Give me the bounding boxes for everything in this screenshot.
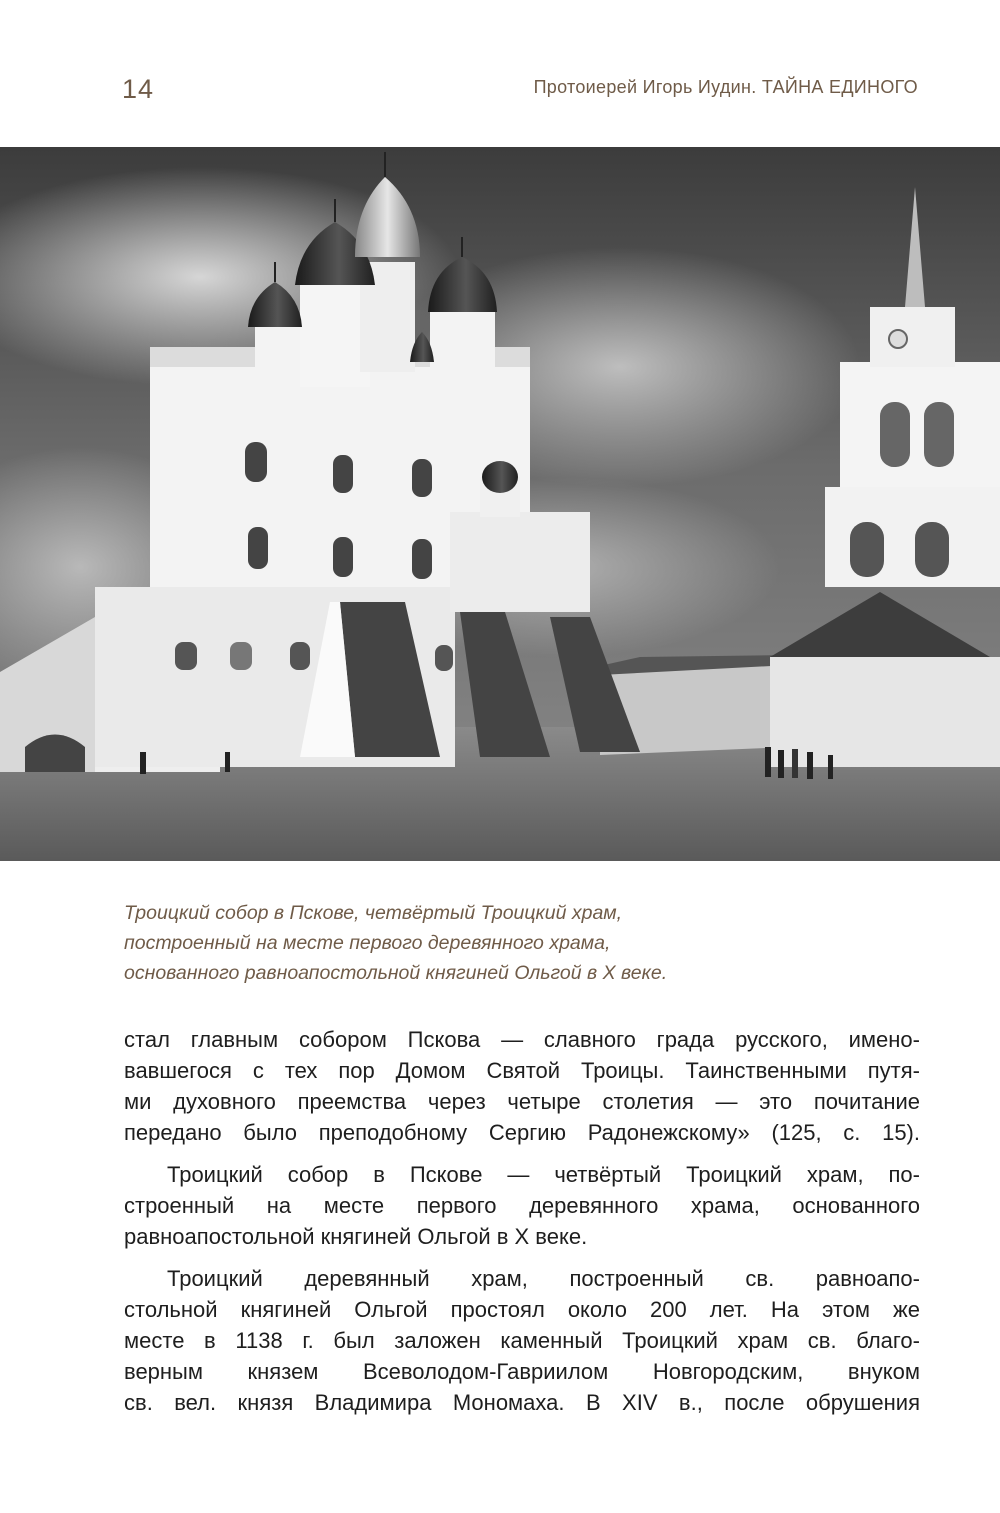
caption-line: основанного равноапостольной княгиней Ольгой в X веке. [124, 962, 668, 984]
text-line: стольной княгиней Ольгой простоял около 200 лет. На этом же [124, 1297, 920, 1322]
paragraph [124, 1263, 920, 1418]
text-line: равноапостольной княгиней Ольгой в X веке. [124, 1224, 588, 1249]
body-text [124, 1024, 920, 1429]
paragraph [124, 1159, 920, 1252]
text-line: вавшегося с тех пор Домом Святой Троицы. Таинственными путя- [124, 1058, 920, 1083]
text-line: строенный на месте первого деревянного храма, основанного [124, 1193, 920, 1218]
paragraph [124, 1024, 920, 1148]
page-number: 14 [122, 74, 155, 104]
trinity-cathedral-photo [0, 147, 1000, 861]
text-line: передано было преподобному Сергию Радонежскому» (125, с. 15). [124, 1120, 920, 1145]
text-line: Троицкий деревянный храм, построенный св. равноапо- [167, 1266, 920, 1291]
photo-caption [124, 898, 924, 988]
running-title: Протоиерей Игорь Иудин. ТАЙНА ЕДИНОГО [533, 77, 918, 97]
text-line: стал главным собором Пскова — славного града русского, имено- [124, 1027, 920, 1052]
text-line: месте в 1138 г. был заложен каменный Троицкий храм св. благо- [124, 1328, 920, 1353]
text-line: св. вел. князя Владимира Мономаха. В XIV в., после обрушения [124, 1390, 920, 1415]
text-line: ми духовного преемства через четыре столетия — это почитание [124, 1089, 920, 1114]
caption-line: построенный на месте первого деревянного храма, [124, 932, 611, 954]
text-line: верным князем Всеволодом-Гавриилом Новгородским, внуком [124, 1359, 920, 1384]
caption-line: Троицкий собор в Пскове, четвёртый Троицкий храм, [124, 902, 623, 924]
text-line: Троицкий собор в Пскове — четвёртый Троицкий храм, по- [167, 1162, 920, 1187]
